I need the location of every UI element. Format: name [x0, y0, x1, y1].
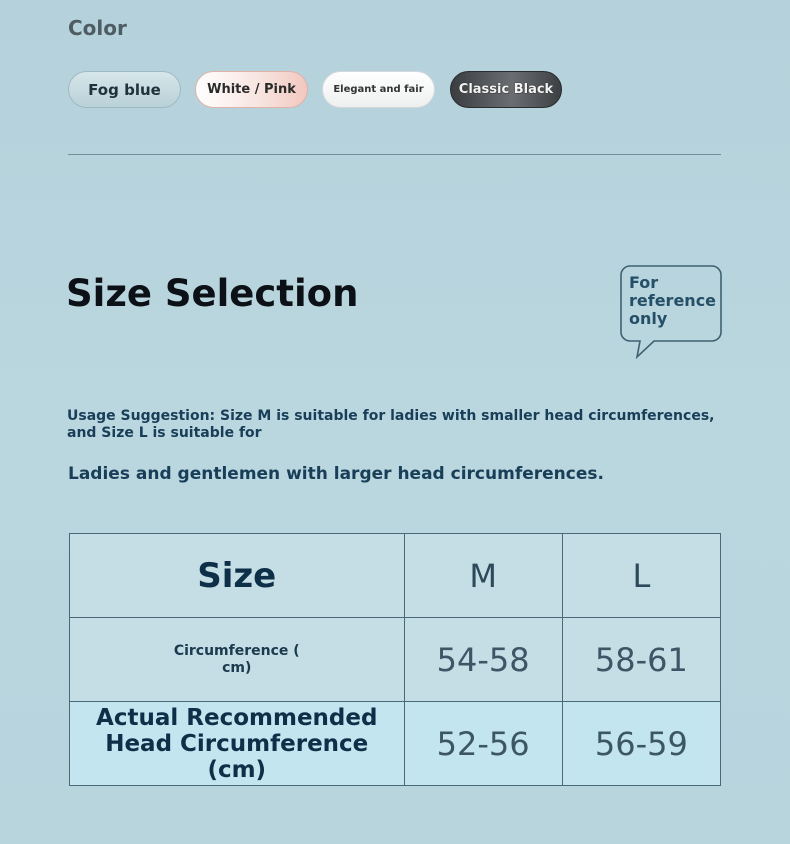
header-size-m: M — [404, 534, 562, 618]
row-label-text: Actual Recommended Head Circumference (cm) — [96, 704, 378, 783]
row-label-recommended — [70, 702, 405, 786]
cell-value: 52-56 — [404, 702, 562, 786]
cell-value: 58-61 — [562, 618, 720, 702]
usage-suggestion-continued: Ladies and gentlemen with larger head circumferences. — [68, 464, 604, 484]
reference-note: For reference only — [629, 273, 717, 328]
usage-suggestion: Usage Suggestion: Size M is suitable for ladies with smaller head circumferences, and Size L is suitable for — [67, 408, 715, 441]
table-row — [70, 618, 721, 702]
section-divider — [68, 154, 721, 155]
row-label-circumference — [70, 618, 405, 702]
row-label-text: Circumference ( cm) — [173, 642, 300, 676]
color-option-elegant-fair[interactable]: Elegant and fair — [322, 71, 435, 108]
header-size: Size — [70, 534, 405, 618]
cell-value: 56-59 — [562, 702, 720, 786]
color-option-white-pink[interactable]: White / Pink — [195, 71, 308, 108]
table-header-row — [70, 534, 721, 618]
cell-value: 54-58 — [404, 618, 562, 702]
color-option-classic-black[interactable]: Classic Black — [450, 71, 562, 108]
size-table — [69, 533, 721, 786]
header-size-l: L — [562, 534, 720, 618]
size-section-title: Size Selection — [66, 272, 359, 315]
table-row — [70, 702, 721, 786]
color-option-fog-blue[interactable]: Fog blue — [68, 71, 181, 108]
color-section-title: Color — [68, 16, 127, 40]
